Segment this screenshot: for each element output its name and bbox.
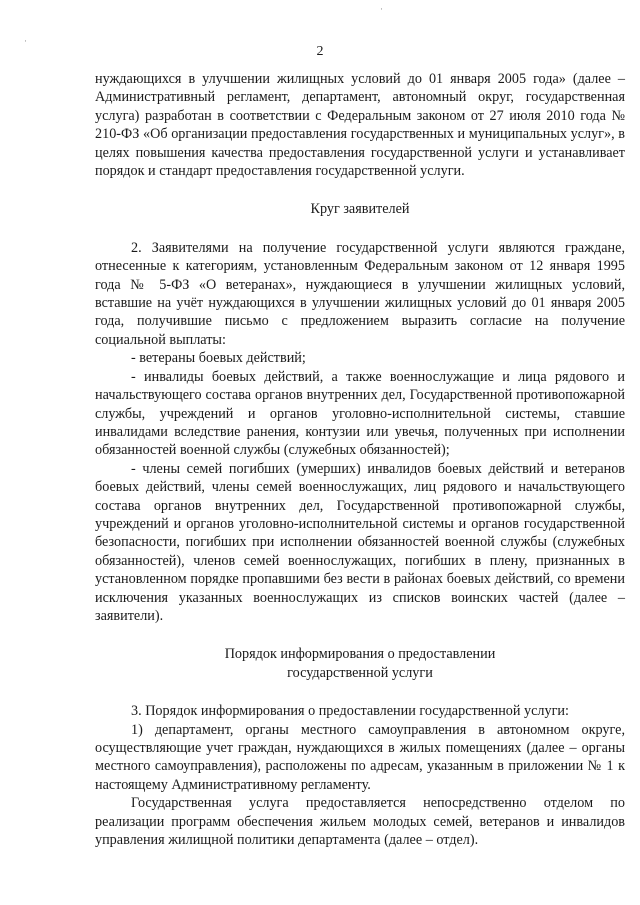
section-heading-applicants: Круг заявителей <box>310 201 410 218</box>
list-item: - инвалиды боевых действий, а также военнослужащие и лица рядового и начальствующего состава органов внутренних дел, Государственной противопожарной службы, учреждений и органов уголовно-исполнительной системы, ставшие инвалидами вследствие ранения, контузии или увечья, полученных при исполнении обязанностей военной службы (служебных обязанностей); <box>95 368 625 459</box>
section-heading-informing <box>95 645 625 682</box>
paragraph-2: 2. Заявителями на получение государственной услуги являются граждане, отнесенные к категориям, установленным Федеральным законом от 12 января 1995 года № 5-ФЗ «О ветеранах», нуждающиеся в улучшении жилищных условий, вставшие на учёт нуждающихся в улучшении жилищных условий до 01 января 2005 года, получившие письмо с предложением выразить согласие на получение социальной выплаты: <box>95 239 625 348</box>
paragraph-3-2: Государственная услуга предоставляется непосредственно отделом по реализации программ обеспечения жильем молодых семей, ветеранов и инвалидов управления жилищной политики департамента (далее – отдел). <box>95 795 625 849</box>
scan-mark: · <box>380 4 383 14</box>
heading-line: Порядок информирования о предоставлении <box>224 646 496 663</box>
document-body <box>95 70 625 849</box>
scan-mark: · <box>24 36 27 46</box>
intro-paragraph: нуждающихся в улучшении жилищных условий до 01 января 2005 года» (далее – Административный регламент, департамент, автономный округ, государственная услуга) разработан в соответствии с Федеральным законом от 27 июля 2010 года № 210-ФЗ «Об организации предоставления государственных и муниципальных услуг», в целях повышения качества предоставления государственной услуги и устанавливает порядок и стандарт предоставления государственной услуги. <box>95 71 625 180</box>
page-number: 2 <box>316 44 324 59</box>
list-item: - члены семей погибших (умерших) инвалидов боевых действий и ветеранов боевых действий, члены семей военнослужащих, лиц рядового и начальствующего состава органов внутренних дел, Государственной противопожарной службы, учреждений и органов уголовно-исполнительной системы и органов государственной безопасности, погибших при исполнении обязанностей военной службы (служебных обязанностей), членов семей военнослужащих, погибших в плену, признанных в установленном порядке пропавшими без вести в районах боевых действий, со времени исключения указанных военнослужащих из списков воинских частей (далее – заявители). <box>95 460 625 624</box>
paragraph-3-1: 1) департамент, органы местного самоуправления в автономном округе, осуществляющие учет граждан, нуждающихся в жилых помещениях (далее – органы местного самоуправления), расположены по адресам, указанным в приложении № 1 к настоящему Административному регламенту. <box>95 721 625 793</box>
heading-line: государственной услуги <box>287 664 433 681</box>
list-item: - ветераны боевых действий; <box>131 350 306 367</box>
paragraph-3: 3. Порядок информирования о предоставлении государственной услуги: <box>131 703 569 720</box>
